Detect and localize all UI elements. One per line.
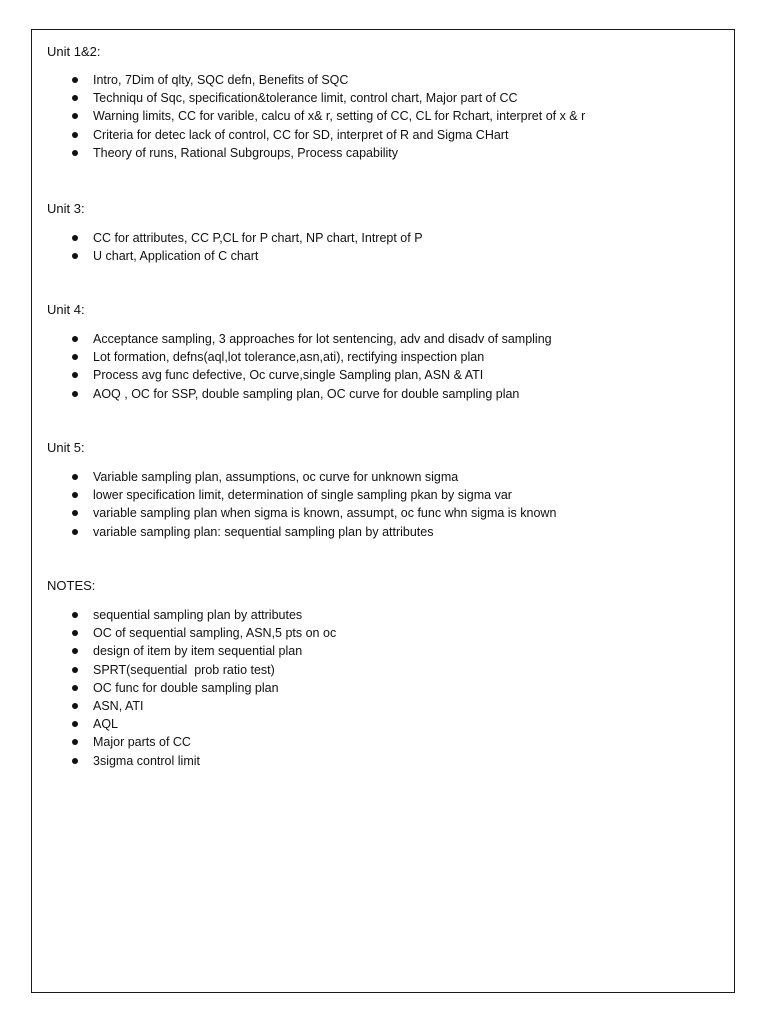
list-item-text: ASN, ATI [93, 699, 144, 714]
list-item-text: U chart, Application of C chart [93, 249, 259, 264]
list-item-text: Intro, 7Dim of qlty, SQC defn, Benefits of SQC [93, 73, 349, 87]
list-item [47, 366, 724, 384]
list-item [47, 348, 724, 366]
list-item [47, 624, 724, 642]
list-item-text: design of item by item sequential plan [93, 644, 303, 659]
section-heading: Unit 1&2: [47, 44, 101, 59]
list-item [47, 606, 724, 624]
list-item-text: Variable sampling plan, assumptions, oc curve for unknown sigma [93, 470, 459, 484]
bullet-icon [72, 703, 78, 709]
bullet-icon [72, 648, 78, 654]
list-item-text: OC func for double sampling plan [93, 680, 279, 695]
bullet-icon [72, 758, 78, 764]
bullet-icon [72, 132, 78, 138]
list-item-text: OC of sequential sampling, ASN,5 pts on oc [93, 626, 337, 641]
bullet-icon [72, 529, 78, 535]
list-item [47, 715, 724, 733]
list-item-text: AQL [93, 717, 119, 732]
list-item [47, 468, 724, 486]
list-item-text: Warning limits, CC for varible, calcu of x& r, setting of CC, CL for Rchart, interpret of x & r [93, 109, 586, 124]
list-item-text: Process avg func defective, Oc curve,single Sampling plan, ASN & ATI [93, 368, 484, 383]
section-unit-1-2 [47, 43, 724, 162]
list-item [47, 247, 724, 265]
list-item [47, 504, 724, 522]
section-notes [47, 577, 724, 770]
list-item [47, 89, 724, 107]
bullet-icon [72, 510, 78, 516]
section-heading: Unit 5: [47, 440, 85, 455]
bullet-icon [72, 492, 78, 498]
list-item-text: Acceptance sampling, 3 approaches for lot sentencing, adv and disadv of sampling [93, 332, 552, 346]
list-item-text: 3sigma control limit [93, 753, 200, 768]
list-item [47, 679, 724, 697]
section-heading: Unit 4: [47, 302, 85, 317]
list-item-text: lower specification limit, determination of single sampling pkan by sigma var [93, 488, 512, 503]
list-item-text: Major parts of CC [93, 735, 191, 750]
bullet-icon [72, 739, 78, 745]
list-item-text: CC for attributes, CC P,CL for P chart, NP chart, Intrept of P [93, 231, 423, 245]
list-item [47, 144, 724, 162]
bullet-icon [72, 253, 78, 259]
list-item [47, 661, 724, 679]
list-item [47, 385, 724, 403]
list-item [47, 523, 724, 541]
bullet-list [47, 468, 724, 541]
list-item-text: SPRT(sequential prob ratio test) [93, 662, 275, 677]
section-unit-5 [47, 439, 724, 541]
list-item-text: sequential sampling plan by attributes [93, 608, 303, 622]
bullet-icon [72, 95, 78, 101]
bullet-list [47, 71, 724, 162]
bullet-list [47, 229, 724, 265]
bullet-icon [72, 354, 78, 360]
section-unit-3 [47, 200, 724, 265]
bullet-icon [72, 630, 78, 636]
list-item [47, 71, 724, 89]
list-item-text: Lot formation, defns(aql,lot tolerance,asn,ati), rectifying inspection plan [93, 350, 485, 365]
list-item-text: Criteria for detec lack of control, CC for SD, interpret of R and Sigma CHart [93, 127, 509, 142]
list-item [47, 697, 724, 715]
list-item-text: Techniqu of Sqc, specification&tolerance limit, control chart, Major part of CC [93, 91, 518, 106]
section-heading: Unit 3: [47, 201, 85, 216]
section-unit-4 [47, 301, 724, 403]
bullet-icon [72, 667, 78, 673]
list-item-text: variable sampling plan: sequential sampling plan by attributes [93, 524, 434, 539]
document-page [31, 29, 735, 993]
bullet-icon [72, 612, 78, 618]
list-item [47, 733, 724, 751]
list-item-text: AOQ , OC for SSP, double sampling plan, OC curve for double sampling plan [93, 386, 520, 401]
bullet-icon [72, 391, 78, 397]
bullet-list [47, 606, 724, 770]
bullet-icon [72, 235, 78, 241]
bullet-icon [72, 336, 78, 342]
bullet-icon [72, 474, 78, 480]
bullet-list [47, 330, 724, 403]
section-heading: NOTES: [47, 578, 96, 593]
bullet-icon [72, 150, 78, 156]
list-item [47, 126, 724, 144]
list-item [47, 486, 724, 504]
bullet-icon [72, 721, 78, 727]
bullet-icon [72, 685, 78, 691]
list-item [47, 752, 724, 770]
bullet-icon [72, 113, 78, 119]
list-item [47, 229, 724, 247]
list-item [47, 330, 724, 348]
list-item [47, 642, 724, 660]
bullet-icon [72, 372, 78, 378]
list-item-text: variable sampling plan when sigma is known, assumpt, oc func whn sigma is known [93, 506, 557, 521]
list-item [47, 107, 724, 125]
bullet-icon [72, 77, 78, 83]
list-item-text: Theory of runs, Rational Subgroups, Process capability [93, 145, 399, 160]
